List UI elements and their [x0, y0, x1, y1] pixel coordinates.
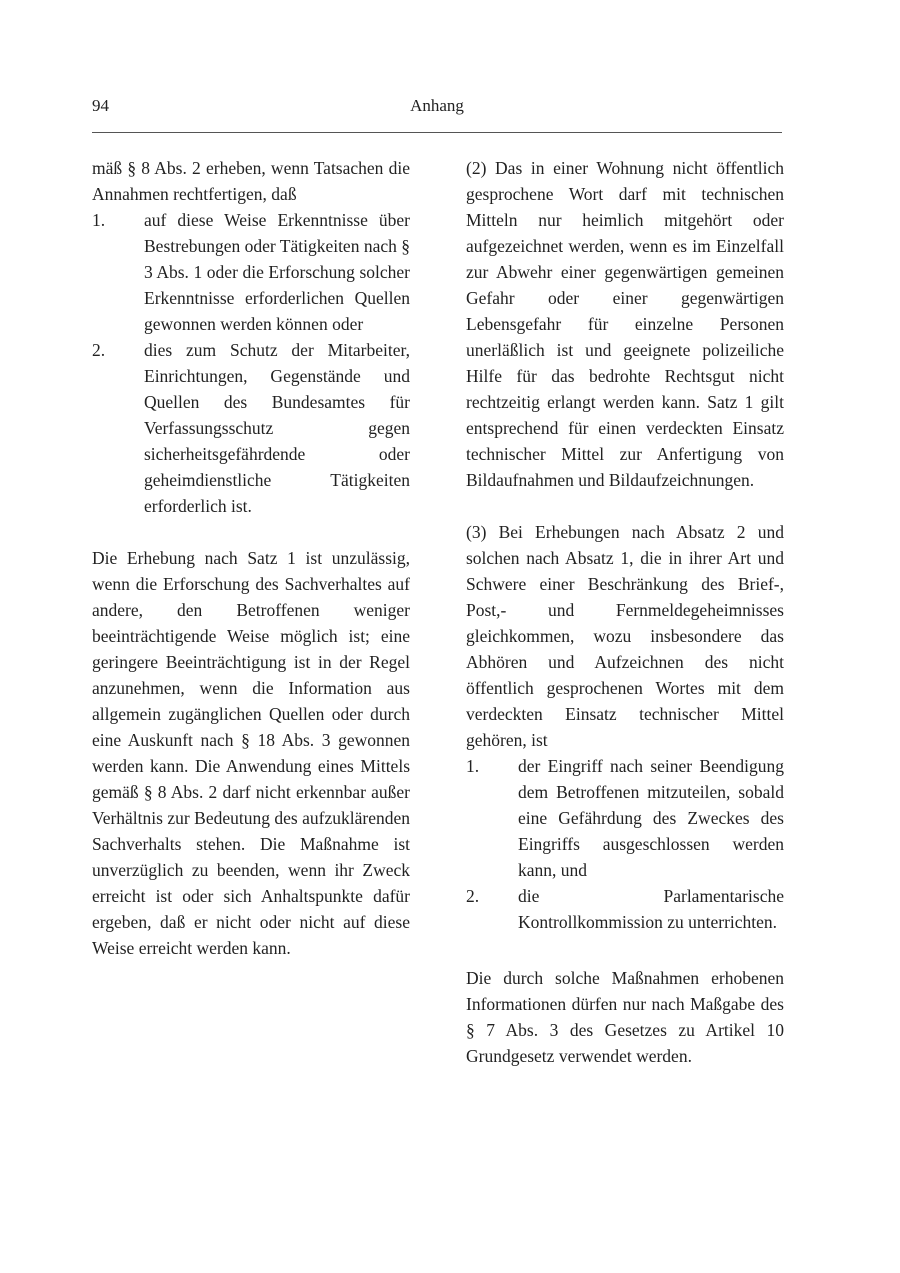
right-closing-paragraph: Die durch solche Maßnahmen erhobenen Informationen dürfen nur nach Maßgabe des § 7 Abs. 3 des Gesetzes zu Artikel 10 Grundgesetz verwendet werden. — [466, 968, 784, 1066]
list-item-number: 2. — [466, 886, 480, 906]
list-item-number: 1. — [92, 210, 106, 230]
paragraph-2: (2) Das in einer Wohnung nicht öffentlich gesprochene Wort darf mit technischen Mitteln nur heimlich mitgehört oder aufgezeichnet werden, wenn es im Einzelfall zur Abwehr einer gegenwärtigen gemeinen Gefahr oder einer gegenwärtigen Lebensgefahr für einzelne Personen unerläßlich ist und geeignete polizeiliche Hilfe für das bedrohte Rechtsgut nicht rechtzeitig erlangt werden kann. Satz 1 gilt entsprechend für einen verdeckten Einsatz technischer Mittel zur Anfertigung von Bildaufnahmen und Bildaufzeichnungen. — [466, 158, 784, 490]
list-item-number: 1. — [466, 756, 480, 776]
list-item-text: auf diese Weise Erkenntnisse über Bestrebungen oder Tätigkeiten nach § 3 Abs. 1 oder die Erforschung solcher Erkenntnisse erforderlichen Quellen gewonnen werden können oder — [144, 210, 410, 334]
left-list-item-1 — [92, 207, 410, 337]
left-intro-paragraph: mäß § 8 Abs. 2 erheben, wenn Tatsachen die Annahmen rechtfertigen, daß — [92, 158, 410, 204]
right-column — [466, 155, 784, 1069]
paragraph-3: (3) Bei Erhebungen nach Absatz 2 und solchen nach Absatz 1, die in ihrer Art und Schwere einer Beschränkung des Brief-, Post,- und Fernmeldegeheimnisses gleichkommen, wozu insbesondere das Abhören und Aufzeichnen des nicht öffentlich gesprochenen Wortes mit dem verdeckten Einsatz technischer Mittel gehören, ist — [466, 522, 784, 750]
running-title: Anhang — [410, 96, 464, 115]
left-column — [92, 155, 410, 961]
running-head — [92, 96, 782, 120]
list-item-number: 2. — [92, 340, 106, 360]
left-closing-paragraph: Die Erhebung nach Satz 1 ist unzulässig, wenn die Erforschung des Sachverhaltes auf andere, den Betroffenen weniger beeinträchtigende Weise möglich ist; eine geringere Beeinträchtigung ist in der Regel anzunehmen, wenn die Information aus allgemein zugänglichen Quellen oder durch eine Auskunft nach § 18 Abs. 3 gewonnen werden kann. Die Anwendung eines Mittels gemäß § 8 Abs. 2 darf nicht erkennbar außer Verhältnis zur Bedeutung des aufzuklärenden Sachverhalts stehen. Die Maßnahme ist unverzüglich zu beenden, wenn ihr Zweck erreicht ist oder sich Anhaltspunkte dafür ergeben, daß er nicht oder nicht auf diese Weise erreicht werden kann. — [92, 548, 410, 958]
header-rule — [92, 132, 782, 133]
list-item-text: dies zum Schutz der Mitarbeiter, Einrichtungen, Gegenstände und Quellen des Bundesamtes für Verfassungsschutz gegen sicherheitsgefährdende oder geheimdienstliche Tätigkeiten erforderlich ist. — [144, 340, 410, 516]
left-list-item-2 — [92, 337, 410, 519]
right-list-item-1 — [466, 753, 784, 883]
list-item-text: der Eingriff nach seiner Beendigung dem Betroffenen mitzuteilen, sobald eine Gefährdung des Zweckes des Eingriffs ausgeschlossen werden kann, und — [518, 756, 784, 880]
list-item-text: die Parlamentarische Kontrollkommission zu unterrichten. — [518, 886, 784, 932]
right-list-item-2 — [466, 883, 784, 935]
page-number: 94 — [92, 96, 109, 115]
